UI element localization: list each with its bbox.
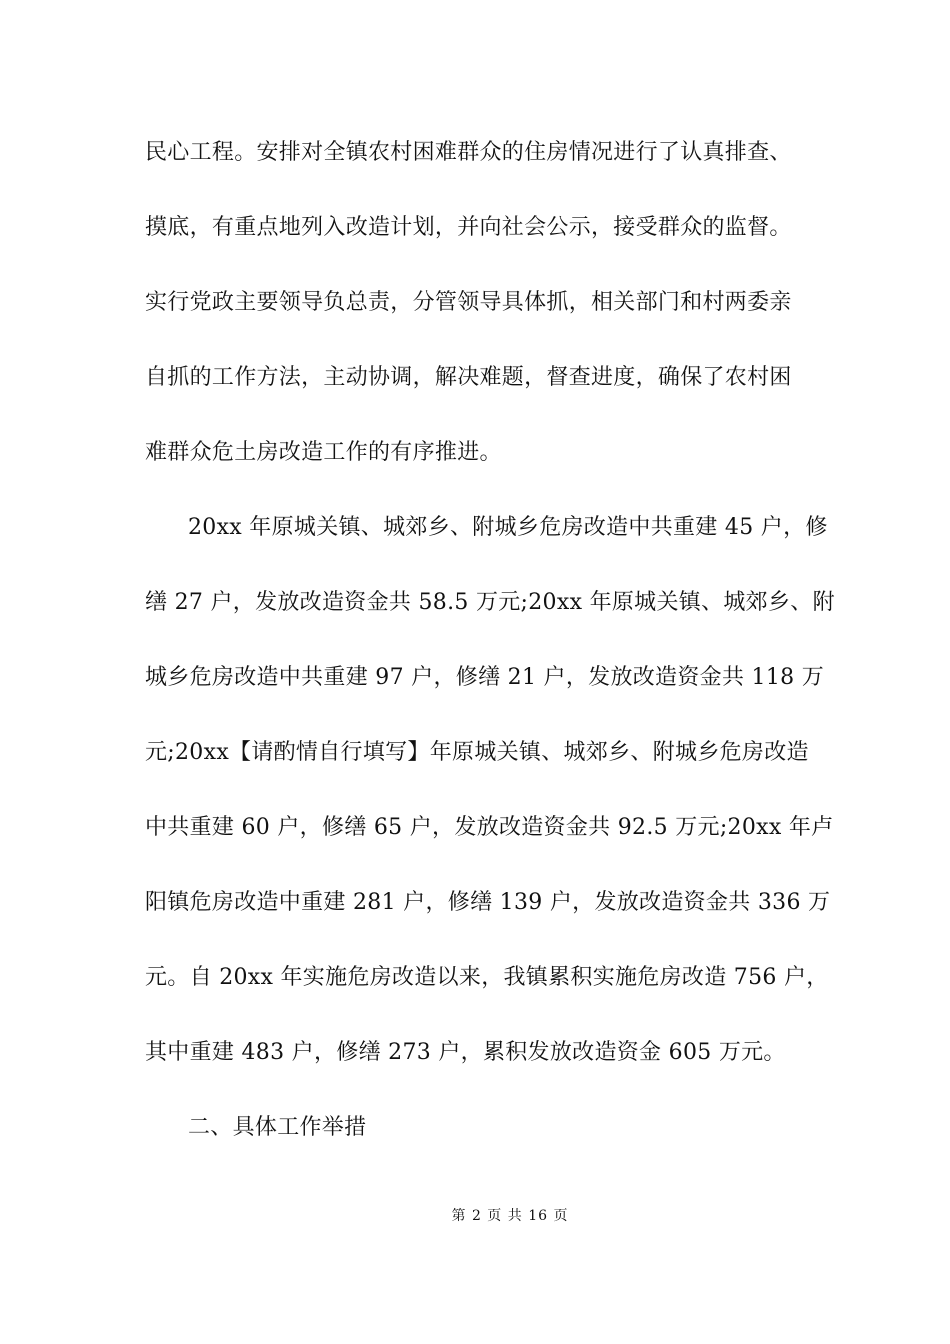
- paragraph-line: 难群众危土房改造工作的有序推进。: [145, 440, 502, 465]
- paragraph-line: 元。自 20xx 年实施危房改造以来，我镇累积实施危房改造 756 户，: [145, 965, 829, 990]
- paragraph-line: 中共重建 60 户，修缮 65 户，发放改造资金共 92.5 万元;20xx 年卢: [145, 815, 834, 840]
- page-number-footer: 第 2 页 共 16 页: [451, 1208, 569, 1224]
- paragraph-line: 20xx 年原城关镇、城郊乡、附城乡危房改造中共重建 45 户，修: [188, 515, 828, 540]
- paragraph-line: 其中重建 483 户，修缮 273 户，累积发放改造资金 605 万元。: [145, 1040, 786, 1065]
- paragraph-line: 自抓的工作方法，主动协调，解决难题，督查进度，确保了农村困: [145, 365, 792, 390]
- paragraph-line: 城乡危房改造中共重建 97 户，修缮 21 户，发放改造资金共 118 万: [145, 665, 825, 690]
- paragraph-line: 实行党政主要领导负总责，分管领导具体抓，相关部门和村两委亲: [145, 290, 792, 315]
- paragraph-line: 摸底，有重点地列入改造计划，并向社会公示，接受群众的监督。: [145, 215, 792, 240]
- paragraph-line: 缮 27 户，发放改造资金共 58.5 万元;20xx 年原城关镇、城郊乡、附: [145, 590, 835, 615]
- paragraph-line: 阳镇危房改造中重建 281 户，修缮 139 户，发放改造资金共 336 万: [145, 890, 831, 915]
- paragraph-line: 民心工程。安排对全镇农村困难群众的住房情况进行了认真排查、: [145, 140, 792, 165]
- section-heading: 二、具体工作举措: [188, 1115, 367, 1140]
- paragraph-line: 元;20xx【请酌情自行填写】年原城关镇、城郊乡、附城乡危房改造: [145, 740, 809, 765]
